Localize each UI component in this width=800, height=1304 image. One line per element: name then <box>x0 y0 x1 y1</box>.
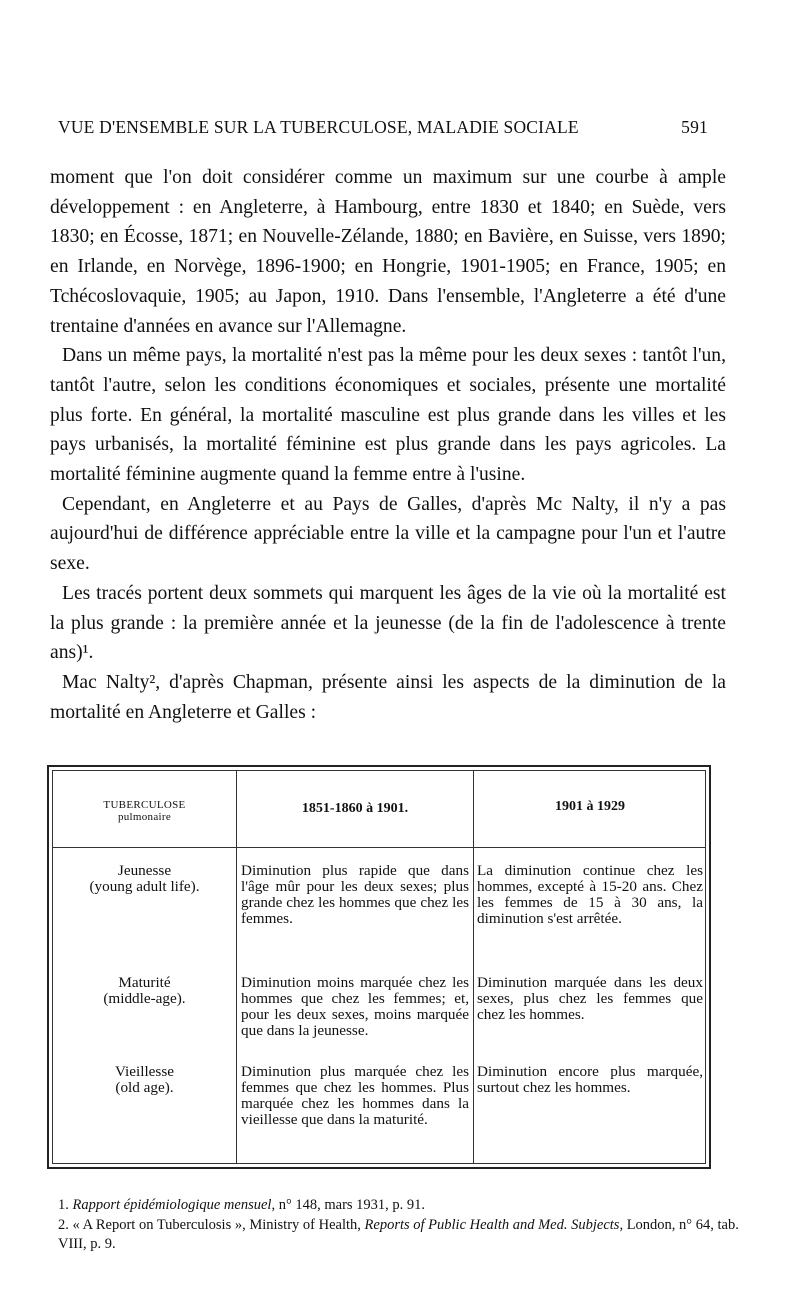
cell-vieillesse-1901: Diminution encore plus marquée, surtout chez les hommes. <box>477 1063 703 1096</box>
header-pulmonaire: pulmonaire <box>117 811 172 823</box>
paragraph-1: moment que l'on doit considérer comme un maximum sur une courbe à ample développement : en Angleterre, à Hambourg, entre 1830 et 1840; en Suède, vers 1830; en Écosse, 1871; en Nouvelle-Zélande, 1880; en Bavière, en Suisse, vers 1890; en Irlande, en Norvège, 1896-1900; en Hongrie, 1901-1905; en France, 1905; en Tchécoslovaquie, 1905; au Japon, 1910. Dans l'ensemble, l'Angleterre a été d'une trentaine d'années en avance sur l'Allemagne. <box>50 167 726 337</box>
page-number: 591 <box>681 117 708 137</box>
body-text <box>50 163 726 727</box>
column-divider-1 <box>236 771 237 1163</box>
row-label-maturite <box>53 975 236 1007</box>
cell-jeunesse-1851: Diminution plus rapide que dans l'âge mûr pour les deux sexes; plus grande chez les hommes que chez les femmes. <box>241 862 469 927</box>
header-tuberculose: TUBERCULOSE <box>103 799 186 811</box>
mortality-table <box>47 765 711 1169</box>
footnote-detail: , n° 148, mars 1931, p. 91. <box>271 1197 426 1213</box>
row-label-line: (old age). <box>115 1079 174 1096</box>
cell-jeunesse-1901: La diminution continue chez les hommes, excepté à 15-20 ans. Chez les femmes de 15 à 30 ans, la diminution s'est arrêtée. <box>477 862 703 927</box>
row-label-line: (middle-age). <box>103 990 186 1007</box>
paragraph-5: Mac Nalty², d'après Chapman, présente ainsi les aspects de la diminution de la mortalité en Angleterre et Galles : <box>50 671 726 723</box>
column-divider-2 <box>473 771 474 1163</box>
footnote-1 <box>58 1196 748 1216</box>
header-period-1901-1929: 1901 à 1929 <box>555 799 625 814</box>
footnote-number: 1. <box>58 1197 69 1213</box>
cell-maturite-1901: Diminution marquée dans les deux sexes, plus chez les femmes que chez les hommes. <box>477 974 703 1023</box>
row-label-line: Vieillesse <box>115 1063 174 1080</box>
footnote-number: 2. <box>58 1216 69 1233</box>
row-label-line: Maturité <box>118 974 171 991</box>
cell-maturite-1851: Diminution moins marquée chez les hommes que chez les femmes; et, pour les deux sexes, moins marquée que dans la jeunesse. <box>241 974 469 1039</box>
footnote-series-title: Reports of Public Health and Med. Subjects <box>364 1216 620 1233</box>
footnote-report-title: « A Report on Tuberculosis », Ministry of Health, <box>72 1216 365 1233</box>
paragraph-4: Les tracés portent deux sommets qui marquent les âges de la vie où la mortalité est la plus grande : la première année et la jeunesse (de la fin de l'adolescence à trente ans)¹. <box>50 582 726 664</box>
row-label-line: Jeunesse <box>117 862 172 879</box>
row-label-jeunesse <box>53 863 236 895</box>
cell-vieillesse-1851: Diminution plus marquée chez les femmes que chez les hommes. Plus marquée chez les hommes dans la vieillesse que dans la maturité. <box>241 1063 469 1128</box>
row-label-line: (young adult life). <box>89 878 200 895</box>
header-period-1851-1901: 1851-1860 à 1901. <box>301 801 409 816</box>
row-label-vieillesse <box>53 1064 236 1096</box>
footnote-title: Rapport épidémiologique mensuel <box>72 1197 272 1213</box>
running-header <box>58 117 708 143</box>
table-frame <box>52 770 706 1164</box>
footnote-detail: , London, n° 64, tab. VIII, p. 9. <box>58 1216 739 1252</box>
header-cell-tuberculose <box>53 799 236 823</box>
footnotes <box>58 1196 748 1255</box>
paragraph-3: Cependant, en Angleterre et au Pays de Galles, d'après Mc Nalty, il n'y a pas aujourd'hui de différence appréciable entre la ville et la campagne pour l'un et l'autre sexe. <box>50 493 726 575</box>
footnote-2 <box>58 1216 748 1255</box>
running-title: VUE D'ENSEMBLE SUR LA TUBERCULOSE, MALADIE SOCIALE <box>58 117 579 137</box>
paragraph-2: Dans un même pays, la mortalité n'est pas la même pour les deux sexes : tantôt l'un, tantôt l'autre, selon les conditions économiques et sociales, présente une mortalité plus forte. En général, la mortalité masculine est plus grande dans les villes et les pays urbanisés, la mortalité féminine est plus grande dans les pays agricoles. La mortalité féminine augmente quand la femme entre à l'usine. <box>50 345 726 486</box>
header-divider <box>53 847 705 848</box>
